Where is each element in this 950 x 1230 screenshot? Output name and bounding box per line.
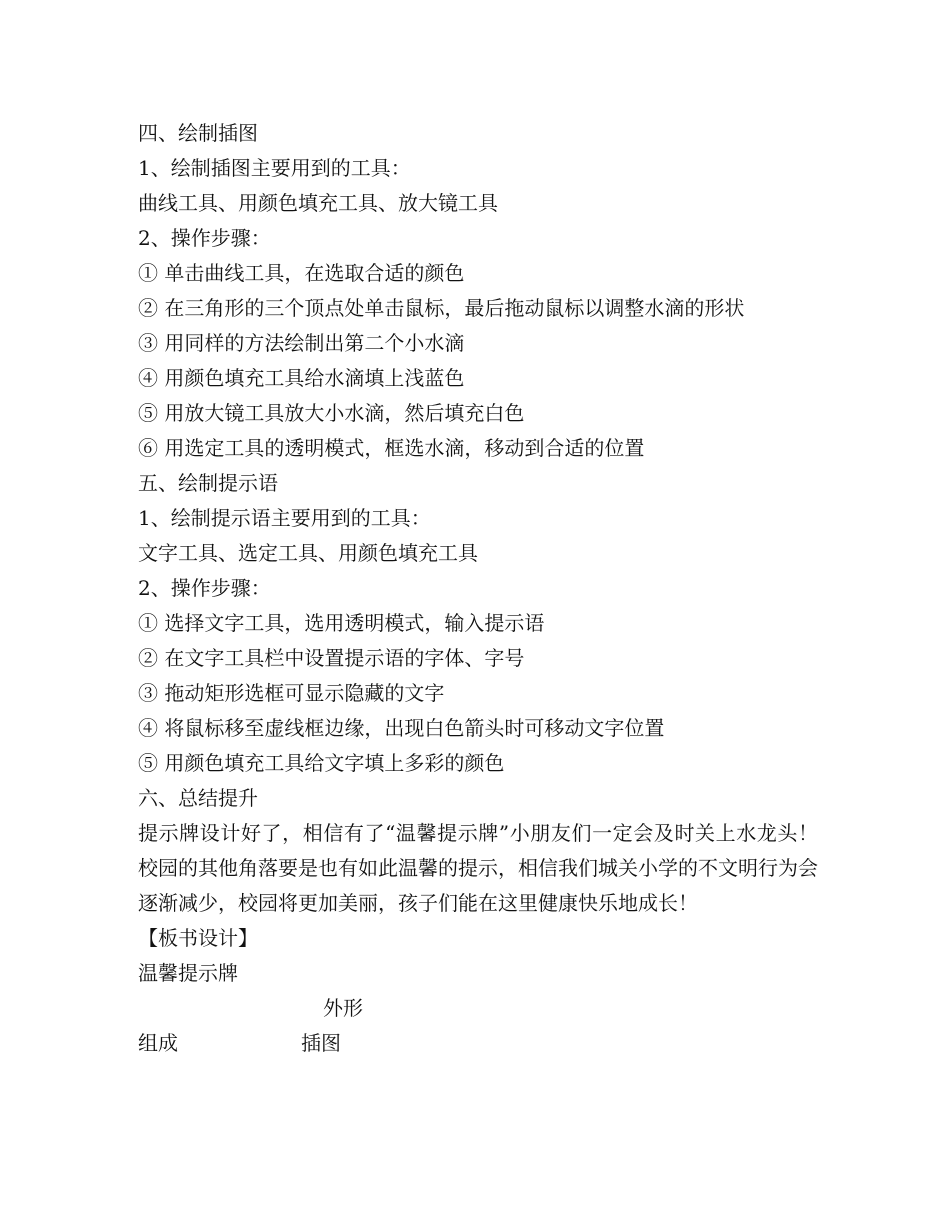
step-item: ⑤ 用放大镜工具放大小水滴，然后填充白色 xyxy=(138,401,525,425)
document-body xyxy=(138,116,828,1061)
section-heading-draw-illustration: 四、绘制插图 xyxy=(138,121,258,145)
board-design-heading: 【板书设计】 xyxy=(138,926,258,950)
board-title: 温馨提示牌 xyxy=(138,961,238,985)
section-heading-summary: 六、总结提升 xyxy=(138,786,258,810)
step-item: ④ 用颜色填充工具给水滴填上浅蓝色 xyxy=(138,366,465,390)
text-line: 2、操作步骤： xyxy=(138,576,271,600)
step-item: ① 单击曲线工具，在选取合适的颜色 xyxy=(138,261,465,285)
section-heading-draw-prompt: 五、绘制提示语 xyxy=(138,471,278,495)
step-item: ④ 将鼠标移至虚线框边缘，出现白色箭头时可移动文字位置 xyxy=(138,716,665,740)
step-item: ③ 用同样的方法绘制出第二个小水滴 xyxy=(138,331,465,355)
text-line: 2、操作步骤： xyxy=(138,226,271,250)
board-outline xyxy=(138,991,828,1061)
outline-label-composition: 组成 xyxy=(138,1031,178,1055)
step-item: ② 在三角形的三个顶点处单击鼠标，最后拖动鼠标以调整水滴的形状 xyxy=(138,296,745,320)
summary-paragraph: 提示牌设计好了，相信有了“温馨提示牌”小朋友们一定会及时关上水龙头！校园的其他角落要是也有如此温馨的提示，相信我们城关小学的不文明行为会逐渐减少，校园将更加美丽，孩子们能在这里健康快乐地成长！ xyxy=(138,821,818,915)
text-line: 文字工具、选定工具、用颜色填充工具 xyxy=(138,541,478,565)
text-line: 曲线工具、用颜色填充工具、放大镜工具 xyxy=(138,191,498,215)
step-item: ⑤ 用颜色填充工具给文字填上多彩的颜色 xyxy=(138,751,505,775)
text-line: 1、绘制提示语主要用到的工具： xyxy=(138,506,431,530)
step-item: ② 在文字工具栏中设置提示语的字体、字号 xyxy=(138,646,525,670)
text-line: 1、绘制插图主要用到的工具： xyxy=(138,156,411,180)
step-item: ① 选择文字工具，选用透明模式，输入提示语 xyxy=(138,611,545,635)
step-item: ③ 拖动矩形选框可显示隐藏的文字 xyxy=(138,681,445,705)
outline-label-appearance: 外形 xyxy=(323,996,363,1020)
outline-label-illustration: 插图 xyxy=(301,1031,341,1055)
step-item: ⑥ 用选定工具的透明模式，框选水滴，移动到合适的位置 xyxy=(138,436,645,460)
